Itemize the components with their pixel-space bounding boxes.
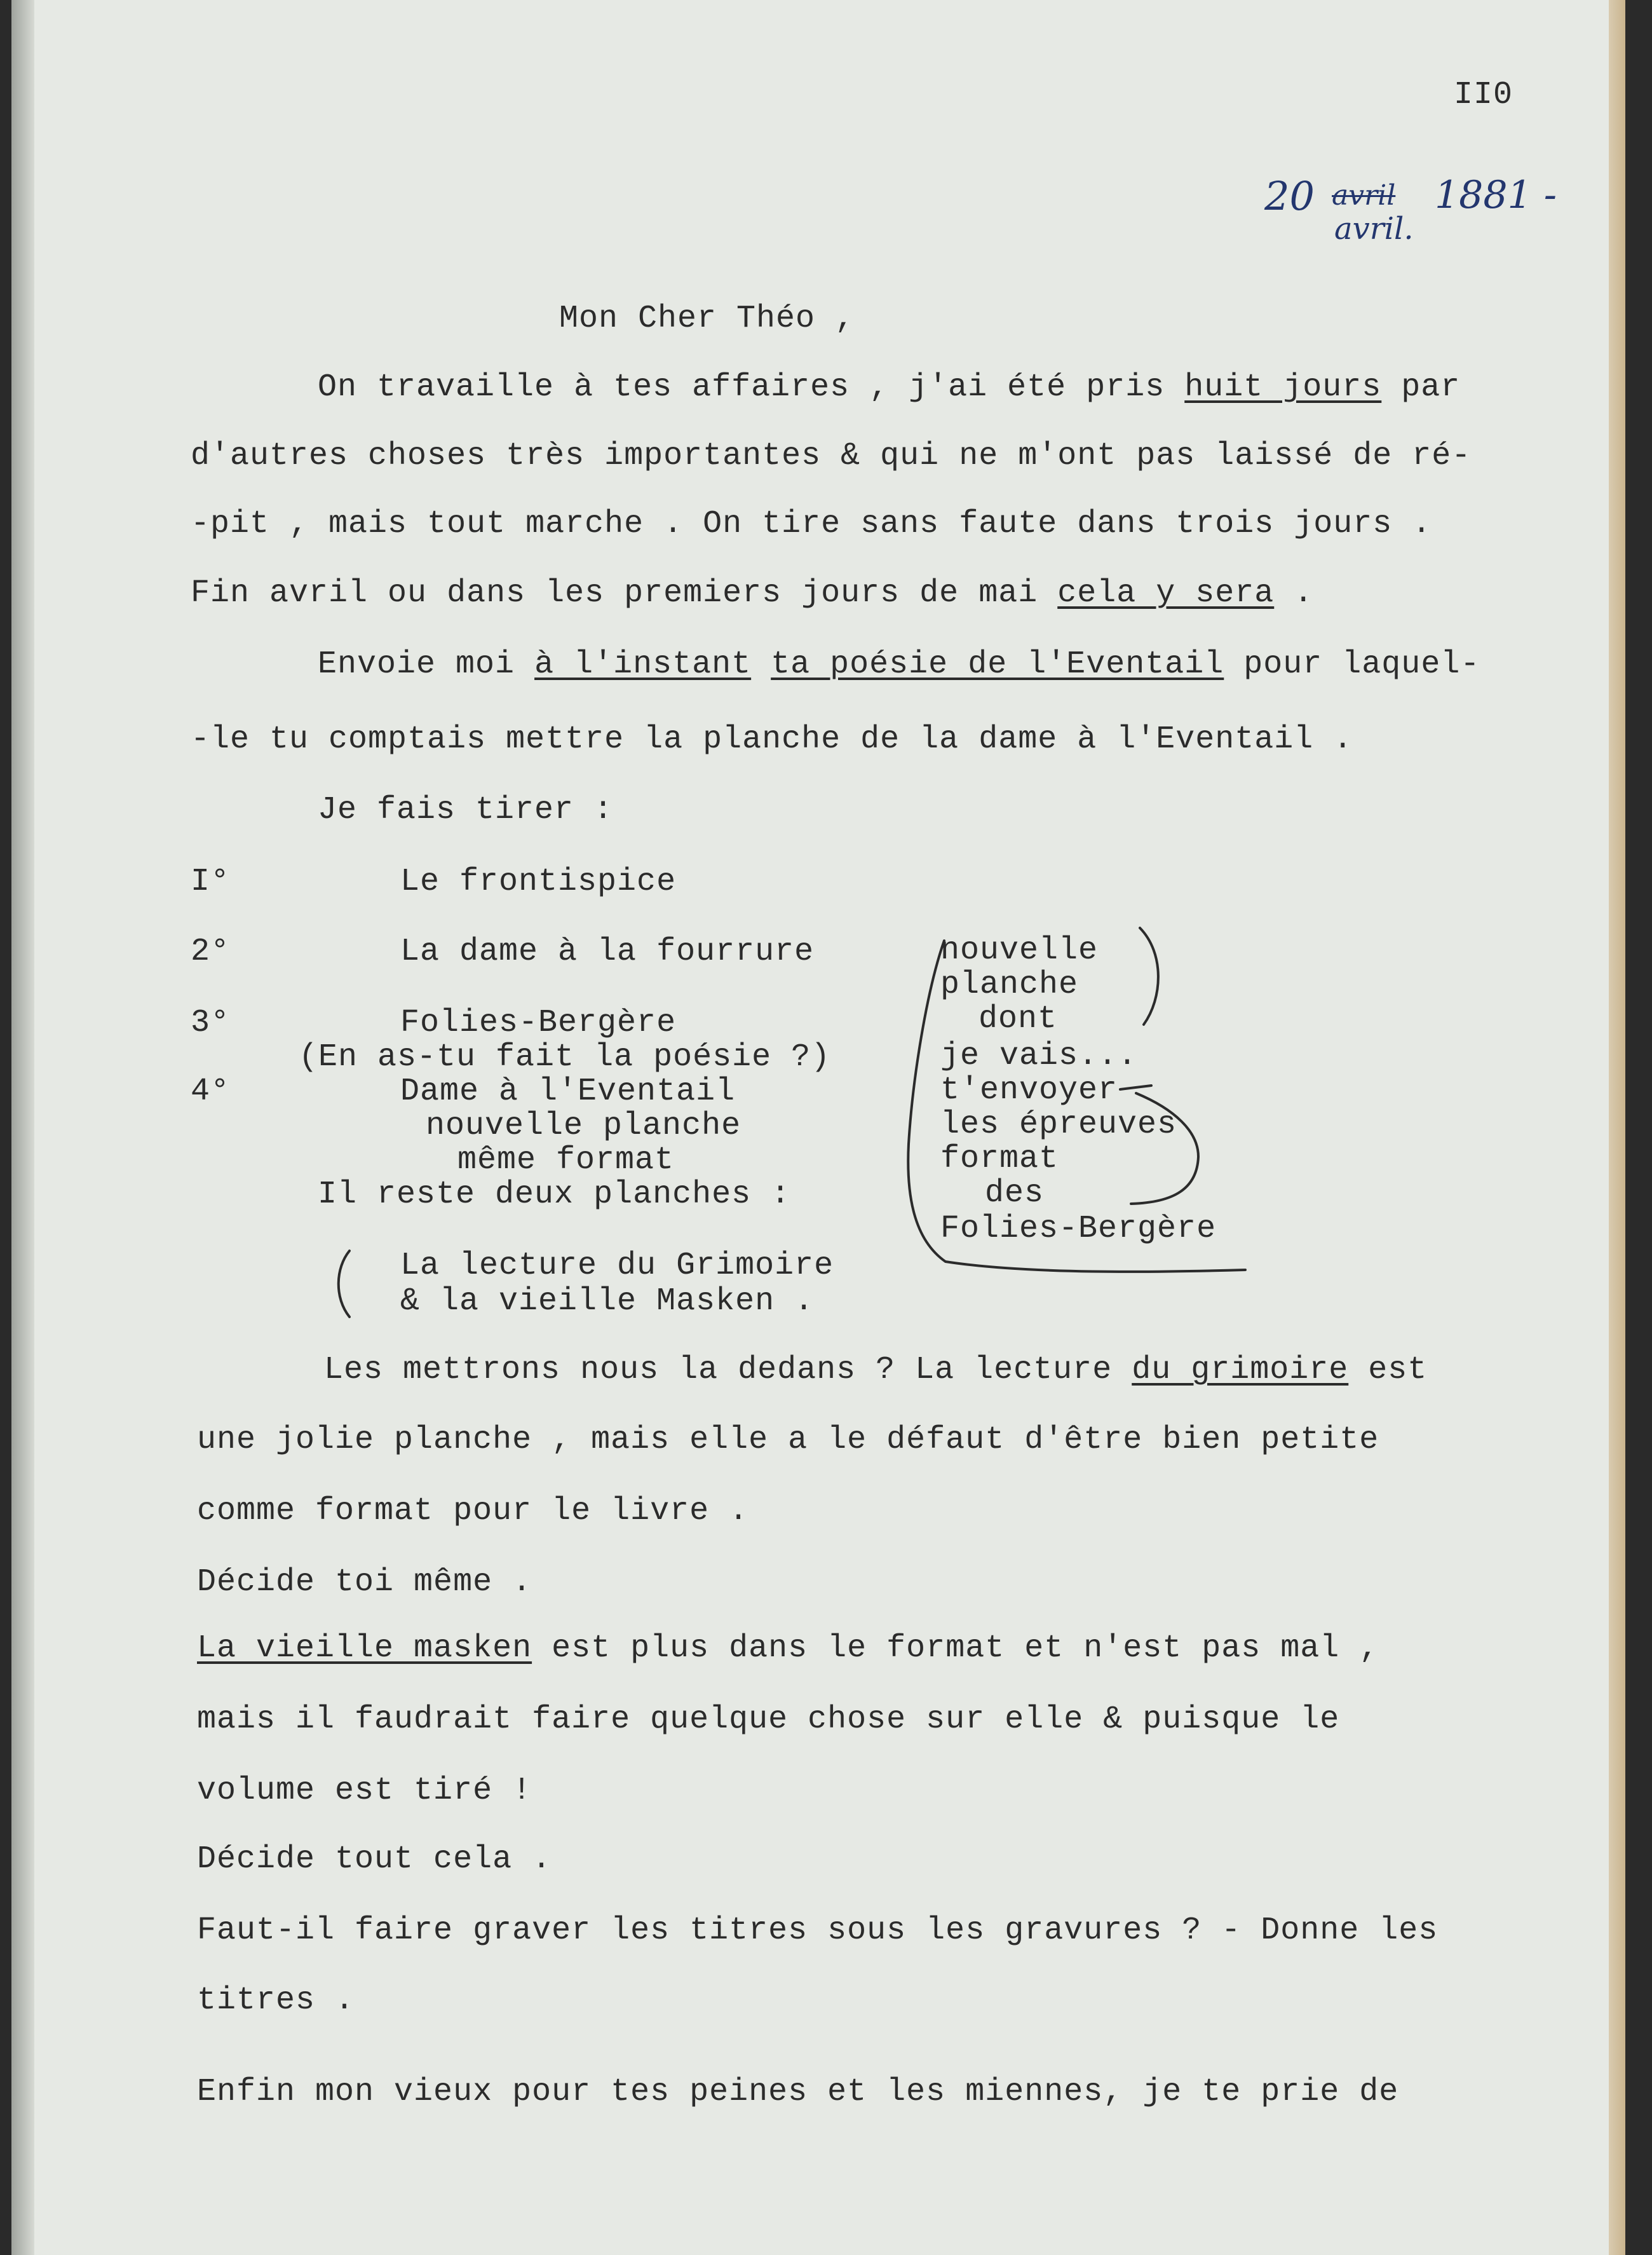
side-note-mid-bracket	[1131, 1093, 1198, 1204]
list-item-3: Folies-Bergère	[400, 1005, 677, 1041]
side-note-top-bracket	[1140, 928, 1158, 1025]
side-note-left-bracket	[908, 941, 1245, 1272]
list-item-1: Le frontispice	[400, 864, 677, 900]
side-note-tick	[1120, 1086, 1151, 1089]
list-number-4: 4°	[191, 1073, 231, 1110]
decide-all: Décide tout cela .	[197, 1841, 552, 1877]
para2-line2: -le tu comptais mettre la planche de la dame à l'Eventail .	[191, 721, 1353, 758]
salutation: Mon Cher Théo ,	[559, 301, 855, 337]
list-item-4-sub1: nouvelle planche	[426, 1108, 741, 1144]
para3-line2: une jolie planche , mais elle a le défaut d'être bien petite	[197, 1422, 1379, 1458]
para4-line2: mais il faudrait faire quelque chose sur elle & puisque le	[197, 1701, 1340, 1738]
decide-yourself: Décide toi même .	[197, 1564, 532, 1600]
date-correction: avril.	[1334, 211, 1414, 247]
para3-line1: Les mettrons nous la dedans ? La lecture du grimoire est	[324, 1352, 1428, 1388]
para4-line1: La vieille masken est plus dans le format et n'est pas mal ,	[197, 1630, 1379, 1666]
page-number: II0	[1454, 77, 1513, 113]
list-item-2: La dame à la fourrure	[400, 934, 815, 970]
date-year: 1881 -	[1435, 173, 1557, 217]
side-note-line-4: je vais...	[940, 1038, 1138, 1074]
side-note-line-8: des	[985, 1175, 1045, 1211]
para5-line2: titres .	[197, 1982, 355, 2019]
side-note-line-2: planche	[940, 967, 1079, 1003]
list-intro: Je fais tirer :	[318, 792, 614, 828]
side-note-line-5: t'envoyer	[940, 1072, 1118, 1108]
list-item-3-question: (En as-tu fait la poésie ?)	[299, 1039, 831, 1075]
document-page	[11, 0, 1625, 2255]
date-struck-month: avril	[1332, 179, 1396, 212]
para1-line4: Fin avril ou dans les premiers jours de mai cela y sera .	[191, 575, 1314, 611]
side-note-line-7: format	[940, 1141, 1059, 1177]
para1-line1: On travaille à tes affaires , j'ai été pris huit jours par	[318, 369, 1461, 405]
remaining-plate-1: La lecture du Grimoire	[400, 1248, 834, 1284]
remaining-plates: Il reste deux planches :	[318, 1176, 791, 1213]
para3-line3: comme format pour le livre .	[197, 1493, 749, 1529]
side-note-line-9: Folies-Bergère	[940, 1211, 1217, 1247]
para6-line1: Enfin mon vieux pour tes peines et les miennes, je te prie de	[197, 2074, 1399, 2110]
list-number-1: I°	[191, 864, 231, 900]
para2-line1: Envoie moi à l'instant ta poésie de l'Eventail pour laquel-	[318, 646, 1480, 683]
side-note-line-3: dont	[978, 1001, 1058, 1037]
date-day: 20	[1264, 173, 1315, 219]
para1-line2: d'autres choses très importantes & qui ne m'ont pas laissé de ré-	[191, 438, 1472, 474]
list-number-3: 3°	[191, 1005, 231, 1041]
remaining-plates-bracket	[339, 1251, 349, 1317]
side-note-line-1: nouvelle	[940, 932, 1099, 969]
side-note-line-6: les épreuves	[940, 1107, 1177, 1143]
list-item-4: Dame à l'Eventail	[400, 1073, 736, 1110]
remaining-plate-2: & la vieille Masken .	[400, 1283, 815, 1319]
list-item-4-sub2: même format	[457, 1142, 675, 1178]
list-number-2: 2°	[191, 934, 231, 970]
para5-line1: Faut-il faire graver les titres sous les gravures ? - Donne les	[197, 1912, 1439, 1949]
para1-line3: -pit , mais tout marche . On tire sans faute dans trois jours .	[191, 506, 1432, 542]
para4-line3: volume est tiré !	[197, 1773, 532, 1809]
